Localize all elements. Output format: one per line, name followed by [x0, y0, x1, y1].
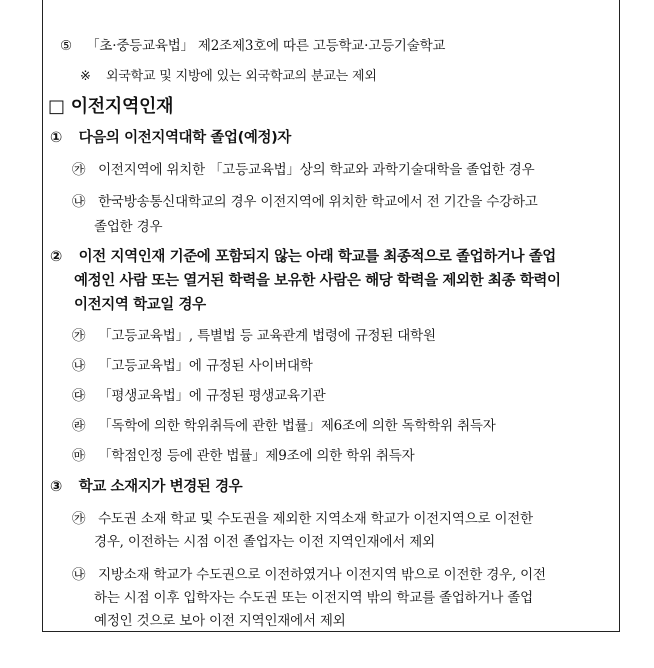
item-text: 「평생교육법」에 규정된 평생교육기관	[98, 388, 326, 404]
item-marker: ㉯	[72, 567, 86, 583]
criterion-2-title-cont-2	[74, 293, 206, 314]
criterion-marker: ②	[50, 249, 62, 265]
item-text: 「초·중등교육법」 제2조제3호에 따른 고등학교·고등기술학교	[86, 38, 446, 54]
criterion-2-item-d	[72, 414, 496, 434]
criterion-2-item-e	[72, 444, 414, 464]
criterion-1-title	[50, 126, 291, 147]
criterion-3-item-b-cont-1	[94, 586, 533, 606]
item-marker: ㉮	[72, 162, 86, 178]
intro-item-5	[60, 34, 445, 54]
checkbox-square-icon: □	[48, 96, 65, 117]
item-text: 「고등교육법」, 특별법 등 교육관계 법령에 규정된 대학원	[98, 328, 436, 344]
criterion-title-line: 학교 소재지가 변경된 경우	[78, 479, 243, 495]
section-title: 이전지역인재	[70, 96, 174, 117]
item-marker: ㉰	[72, 388, 86, 404]
criterion-3-title	[50, 475, 242, 496]
item-text: 이전지역에 위치한 「고등교육법」상의 학교와 과학기술대학을 졸업한 경우	[98, 162, 535, 178]
item-text: 경우, 이전하는 시점 이전 졸업자는 이전 지역인재에서 제외	[94, 534, 435, 550]
criterion-3-item-b-cont-2	[94, 609, 346, 629]
item-text: 한국방송통신대학교의 경우 이전지역에 위치한 학교에서 전 기간을 수강하고	[98, 194, 538, 210]
criterion-title-line: 이전 지역인재 기준에 포함되지 않는 아래 학교를 최종적으로 졸업하거나 졸업	[78, 249, 556, 265]
item-text: 「학점인정 등에 관한 법률」제9조에 의한 학위 취득자	[98, 448, 415, 464]
item-marker: ㉯	[72, 194, 86, 210]
criterion-2-title	[50, 245, 556, 266]
criterion-title-line: 예정인 사람 또는 열거된 학력을 보유한 사람은 해당 학력을 제외한 최종 학력이	[74, 273, 561, 289]
criterion-title-line: 다음의 이전지역대학 졸업(예정)자	[78, 130, 291, 146]
item-marker: ㉲	[72, 448, 86, 464]
section-heading	[48, 92, 173, 118]
item-marker: ㉮	[72, 511, 86, 527]
criterion-2-item-a	[72, 324, 436, 344]
criterion-2-item-c	[72, 384, 326, 404]
criterion-3-item-b	[72, 563, 546, 583]
criterion-3-item-a	[72, 507, 533, 527]
criterion-3-item-a-cont	[94, 530, 435, 550]
criterion-title-line: 이전지역 학교일 경우	[74, 297, 206, 313]
item-text: 하는 시점 이후 입학자는 수도권 또는 이전지역 밖의 학교를 졸업하거나 졸업	[94, 590, 533, 606]
note-text: 외국학교 및 지방에 있는 외국학교의 분교는 제외	[105, 69, 377, 84]
item-marker: ⑤	[60, 38, 72, 54]
item-text: 졸업한 경우	[94, 219, 163, 235]
criterion-1-item-a	[72, 158, 534, 178]
item-marker: ㉱	[72, 418, 86, 434]
criterion-marker: ③	[50, 479, 62, 495]
criterion-2-item-b	[72, 354, 313, 374]
item-text: 지방소재 학교가 수도권으로 이전하였거나 이전지역 밖으로 이전한 경우, 이전	[98, 567, 546, 583]
criterion-1-item-b	[72, 190, 538, 210]
criterion-2-title-cont-1	[74, 269, 561, 290]
item-text: 「독학에 의한 학위취득에 관한 법률」제6조에 의한 독학학위 취득자	[98, 418, 496, 434]
item-marker: ㉮	[72, 328, 86, 344]
criterion-1-item-b-cont	[94, 215, 162, 235]
item-text: 수도권 소재 학교 및 수도권을 제외한 지역소재 학교가 이전지역으로 이전한	[98, 511, 533, 527]
item-text: 예정인 것으로 보아 이전 지역인재에서 제외	[94, 613, 346, 629]
criterion-marker: ①	[50, 130, 62, 146]
item-text: 「고등교육법」에 규정된 사이버대학	[98, 358, 313, 374]
intro-note	[80, 65, 377, 84]
note-marker: ※	[80, 69, 91, 84]
item-marker: ㉯	[72, 358, 86, 374]
